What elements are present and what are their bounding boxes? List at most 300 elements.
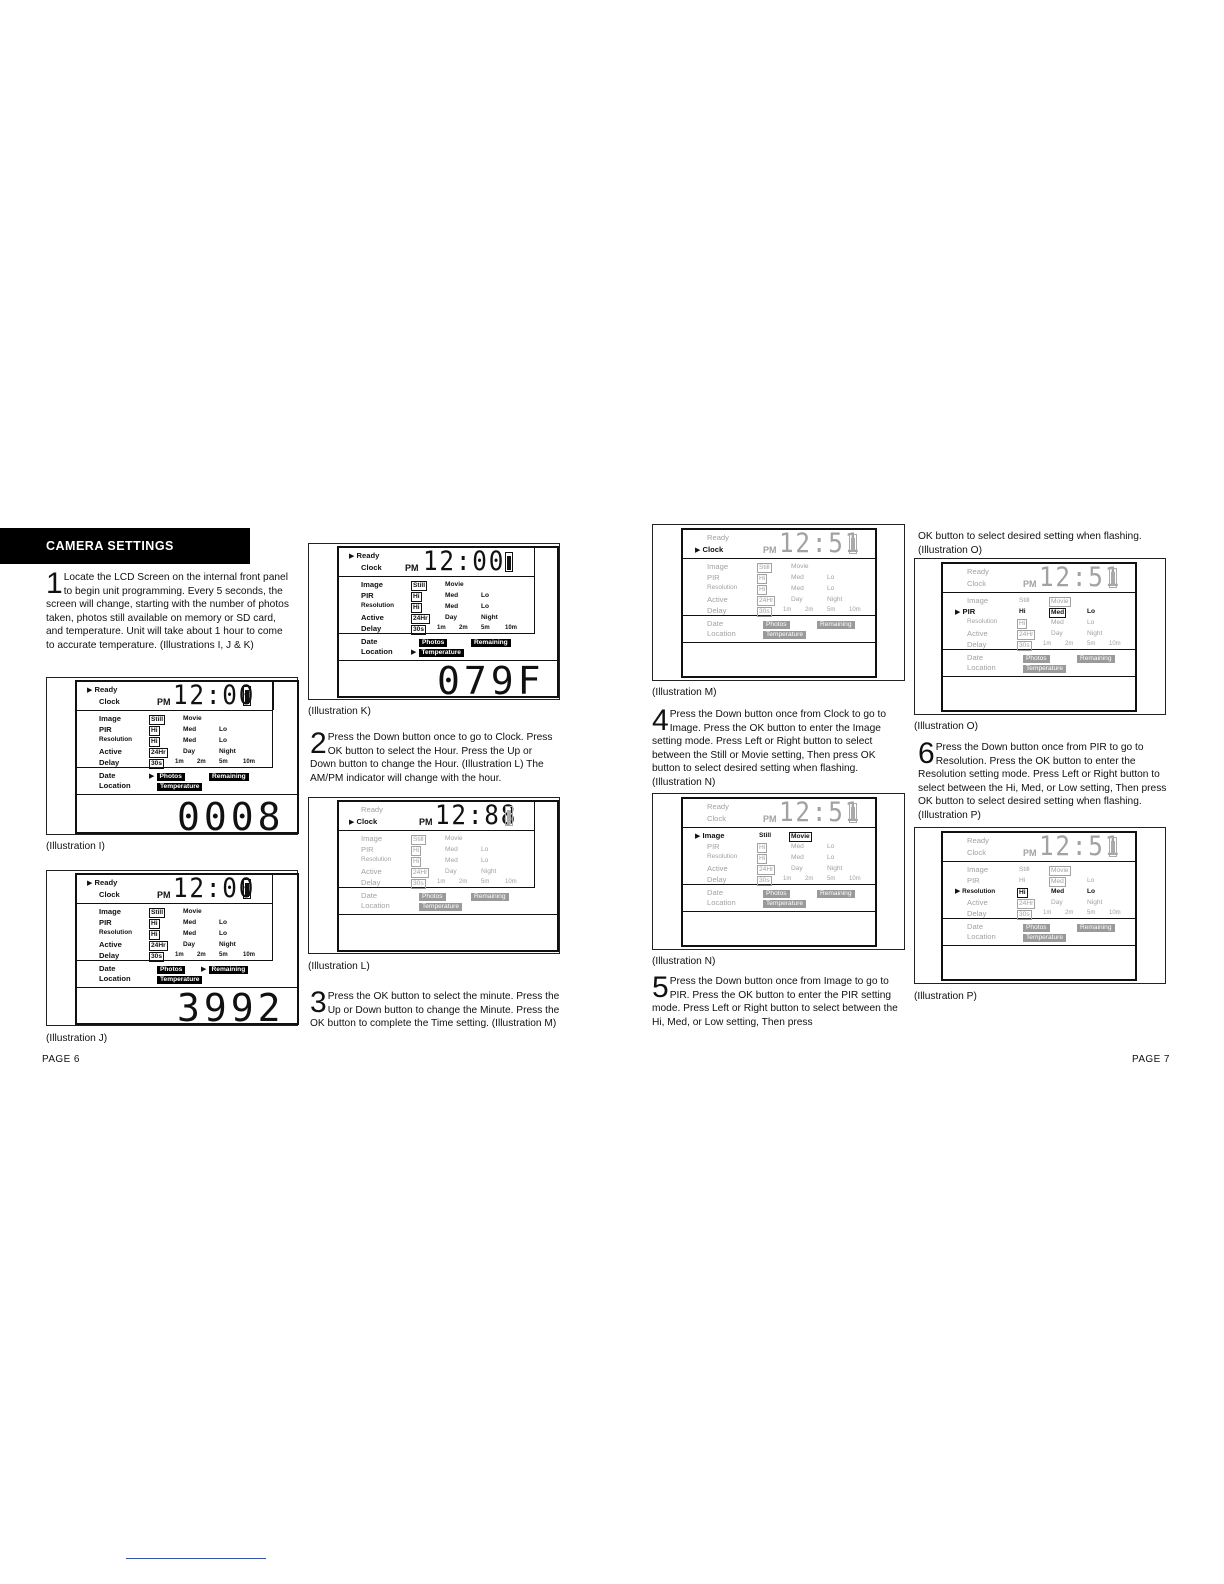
temperature-tag: Temperature — [763, 900, 806, 908]
date-label: Date — [361, 891, 378, 900]
divider-line — [126, 1558, 266, 1559]
day-option: Day — [445, 868, 457, 875]
hi-option: Hi — [759, 855, 766, 862]
step-text: Press the Down button once to go to Clock. Press OK button to select the Hour. Press the Up or Down button to change the Hour. (Illustration L) The AM/PM indicator will change with the hour. — [310, 732, 553, 784]
lcd-screen — [75, 680, 299, 839]
battery-icon — [849, 803, 857, 823]
5m-option: 5m — [481, 625, 490, 631]
1m-option: 1m — [175, 952, 184, 958]
night-option: Night — [219, 748, 236, 755]
resolution-label: Resolution — [962, 888, 996, 895]
lo-option: Lo — [219, 737, 228, 744]
battery-icon — [505, 552, 513, 572]
still-option: Still — [413, 582, 426, 589]
triangle-right-icon: ▶ — [149, 773, 155, 780]
caption-i: (Illustration I) — [46, 841, 105, 852]
time-display: 12:00 — [423, 546, 506, 577]
med-option: Med — [445, 592, 459, 599]
30s-option: 30s — [759, 608, 770, 615]
lo-option: Lo — [1087, 619, 1095, 626]
movie-option: Movie — [791, 833, 810, 840]
active-label: Active — [967, 898, 988, 907]
ready-label: Ready — [361, 805, 383, 814]
lo-option: Lo — [481, 592, 490, 599]
active-label: Active — [99, 747, 122, 756]
pir-label: PIR — [99, 918, 112, 927]
lo-option: Lo — [481, 857, 489, 864]
5m-option: 5m — [827, 607, 836, 613]
illustration-j-frame — [46, 870, 298, 1030]
1m-option: 1m — [175, 759, 184, 765]
hi-option: Hi — [151, 920, 158, 927]
clock-label: Clock — [702, 545, 724, 554]
pm-indicator: PM — [763, 545, 777, 555]
day-option: Day — [183, 748, 196, 755]
ready-label: Ready — [967, 836, 989, 845]
med-option: Med — [791, 574, 804, 581]
battery-icon — [505, 806, 513, 826]
image-label: Image — [702, 831, 725, 840]
night-option: Night — [827, 865, 843, 872]
illustration-i-frame — [46, 677, 298, 839]
location-label: Location — [707, 629, 736, 638]
delay-label: Delay — [361, 878, 381, 887]
location-label: Location — [99, 781, 131, 790]
1m-option: 1m — [783, 876, 792, 882]
30s-option: 30s — [1019, 911, 1030, 918]
med-option: Med — [791, 854, 804, 861]
temperature-tag: Temperature — [157, 783, 202, 791]
1m-option: 1m — [437, 625, 446, 631]
page-number-left: PAGE 6 — [42, 1054, 80, 1065]
lcd-screen — [681, 797, 877, 947]
lo-option: Lo — [827, 854, 835, 861]
image-label: Image — [99, 907, 121, 916]
clock-label: Clock — [356, 817, 378, 826]
10m-option: 10m — [849, 607, 861, 613]
resolution-label: Resolution — [707, 584, 738, 591]
image-label: Image — [99, 714, 121, 723]
caption-o: (Illustration O) — [914, 721, 978, 732]
night-option: Night — [827, 596, 843, 603]
photos-tag: Photos — [1023, 655, 1050, 663]
hi-option: Hi — [413, 847, 420, 854]
lo-option: Lo — [219, 726, 228, 733]
remaining-tag: Remaining — [1077, 655, 1115, 663]
movie-option: Movie — [1051, 598, 1069, 605]
delay-label: Delay — [361, 624, 382, 633]
2m-option: 2m — [1065, 910, 1074, 916]
resolution-label: Resolution — [967, 618, 998, 625]
triangle-right-icon: ▶ — [695, 833, 701, 840]
med-option: Med — [183, 919, 197, 926]
temperature-tag: Temperature — [763, 631, 806, 639]
still-option: Still — [413, 836, 424, 843]
time-display: 12:51 — [779, 528, 862, 559]
lo-option: Lo — [481, 846, 489, 853]
step-number: 3 — [310, 986, 327, 1019]
step-6 — [918, 737, 1168, 823]
date-label: Date — [967, 653, 984, 662]
time-display: 12:51 — [779, 797, 862, 828]
med-option: Med — [183, 930, 197, 937]
1m-option: 1m — [1043, 641, 1052, 647]
step-4 — [652, 704, 904, 790]
remaining-tag: Remaining — [209, 773, 249, 781]
hi-option: Hi — [151, 931, 158, 938]
pir-label: PIR — [967, 876, 980, 885]
date-label: Date — [707, 888, 724, 897]
10m-option: 10m — [849, 876, 861, 882]
step-2 — [310, 727, 558, 785]
caption-j: (Illustration J) — [46, 1033, 108, 1044]
pm-indicator: PM — [763, 814, 777, 824]
10m-option: 10m — [243, 952, 256, 958]
lcd-screen — [941, 562, 1137, 712]
triangle-right-icon: ▶ — [87, 687, 93, 694]
caption-k: (Illustration K) — [308, 706, 371, 717]
photos-tag: Photos — [419, 893, 446, 901]
pm-indicator: PM — [157, 697, 171, 707]
10m-option: 10m — [1109, 641, 1121, 647]
remaining-tag: Remaining — [817, 621, 855, 629]
med-option: Med — [1051, 619, 1064, 626]
active-label: Active — [361, 867, 382, 876]
pir-label: PIR — [707, 842, 720, 851]
triangle-right-icon: ▶ — [87, 880, 93, 887]
pm-indicator: PM — [419, 817, 433, 827]
resolution-label: Resolution — [707, 853, 738, 860]
image-label: Image — [361, 580, 383, 589]
photos-tag: Photos — [763, 890, 790, 898]
10m-option: 10m — [505, 625, 518, 631]
active-label: Active — [967, 629, 988, 638]
2m-option: 2m — [459, 625, 468, 631]
hi-option: Hi — [413, 858, 420, 865]
step-text: Locate the LCD Screen on the internal front panel to begin unit programming. Every 5 seconds, the screen will change, starting with the number of photos taken, photos still available on memory or SD card, and temperature. Unit will take about 1 hour to come to accurate temperature. (Illustrations I, J & K) — [46, 572, 289, 651]
illustration-p-frame — [914, 827, 1166, 984]
day-option: Day — [1051, 899, 1063, 906]
hi-option: Hi — [151, 738, 158, 745]
temperature-tag: Temperature — [1023, 665, 1066, 673]
active-label: Active — [707, 864, 728, 873]
night-option: Night — [1087, 630, 1103, 637]
movie-option: Movie — [183, 715, 202, 722]
step-5 — [652, 971, 904, 1029]
movie-option: Movie — [183, 908, 202, 915]
photos-tag: Photos — [763, 621, 790, 629]
2m-option: 2m — [805, 876, 814, 882]
5m-option: 5m — [219, 952, 228, 958]
24hr-option: 24Hr — [151, 942, 166, 949]
resolution-label: Resolution — [99, 929, 133, 936]
still-option: Still — [1019, 866, 1030, 873]
ready-label: Ready — [967, 567, 989, 576]
lo-option: Lo — [1087, 877, 1095, 884]
resolution-label: Resolution — [361, 856, 392, 863]
hi-option: Hi — [413, 593, 420, 600]
hi-option: Hi — [1019, 620, 1026, 627]
image-label: Image — [967, 596, 989, 605]
time-display: 12:51 — [1039, 831, 1122, 862]
night-option: Night — [1087, 899, 1103, 906]
24hr-option: 24Hr — [1019, 900, 1034, 907]
30s-option: 30s — [759, 877, 770, 884]
date-label: Date — [707, 619, 724, 628]
lo-option: Lo — [481, 603, 490, 610]
clock-label: Clock — [707, 814, 726, 823]
lcd-screen — [681, 528, 877, 678]
delay-label: Delay — [967, 909, 987, 918]
battery-icon — [243, 686, 251, 706]
triangle-right-icon: ▶ — [955, 888, 961, 895]
temperature-tag: Temperature — [419, 649, 464, 657]
24hr-option: 24Hr — [151, 749, 166, 756]
med-option: Med — [445, 846, 458, 853]
24hr-option: 24Hr — [759, 866, 774, 873]
triangle-right-icon: ▶ — [201, 966, 207, 973]
day-option: Day — [183, 941, 196, 948]
triangle-right-icon: ▶ — [349, 819, 355, 826]
ready-label: Ready — [707, 802, 729, 811]
ready-label: Ready — [94, 685, 118, 694]
30s-option: 30s — [151, 760, 163, 767]
pir-label: PIR — [962, 607, 976, 616]
temperature-tag: Temperature — [419, 903, 462, 911]
movie-option: Movie — [445, 581, 464, 588]
24hr-option: 24Hr — [1019, 631, 1034, 638]
10m-option: 10m — [1109, 910, 1121, 916]
readout-display: 0008 — [177, 795, 285, 839]
active-label: Active — [707, 595, 728, 604]
step-text: Press the Down button once from PIR to go to Resolution. Press the OK button to enter the Resolution setting mode. Press Left or Right button to select between the Hi, Med, or Low setting, Then press OK button to select desired setting when flashing. (Illustration P) — [918, 742, 1167, 821]
location-label: Location — [967, 932, 996, 941]
night-option: Night — [219, 941, 236, 948]
10m-option: 10m — [505, 879, 517, 885]
battery-icon — [1109, 837, 1117, 857]
pir-label: PIR — [99, 725, 112, 734]
24hr-option: 24Hr — [413, 869, 428, 876]
pir-label: PIR — [361, 591, 374, 600]
date-label: Date — [361, 637, 378, 646]
photos-tag: Photos — [419, 639, 447, 647]
temperature-tag: Temperature — [157, 976, 202, 984]
night-option: Night — [481, 868, 497, 875]
step-text: Press the Down button once from Clock to go to Image. Press the OK button to enter the Image setting mode. Press Left or Right button to select between the Still or Movie setting, Then press OK button to select desired setting when flashing. (Illustration N) — [652, 709, 886, 788]
step-3 — [310, 986, 560, 1031]
step-number: 5 — [652, 971, 669, 1004]
5m-option: 5m — [1087, 641, 1096, 647]
ready-label: Ready — [94, 878, 118, 887]
readout-display: 079F — [437, 659, 545, 703]
1m-option: 1m — [437, 879, 446, 885]
2m-option: 2m — [459, 879, 468, 885]
lo-option: Lo — [827, 574, 835, 581]
med-option: Med — [183, 737, 197, 744]
triangle-right-icon: ▶ — [411, 649, 417, 656]
clock-label: Clock — [361, 563, 382, 572]
med-option: Med — [791, 843, 804, 850]
resolution-label: Resolution — [361, 602, 395, 609]
step-5-continued: OK button to select desired setting when flashing. (Illustration O) — [918, 531, 1142, 556]
illustration-m-frame — [652, 524, 905, 681]
24hr-option: 24Hr — [413, 615, 428, 622]
active-label: Active — [361, 613, 384, 622]
30s-option: 30s — [151, 953, 163, 960]
date-label: Date — [99, 771, 116, 780]
temperature-tag: Temperature — [1023, 934, 1066, 942]
med-option: Med — [1051, 888, 1065, 895]
date-label: Date — [967, 922, 984, 931]
location-label: Location — [99, 974, 131, 983]
hi-option: Hi — [1019, 608, 1026, 615]
still-option: Still — [1019, 597, 1030, 604]
2m-option: 2m — [805, 607, 814, 613]
ready-label: Ready — [707, 533, 729, 542]
image-label: Image — [707, 562, 729, 571]
time-display: 12:88 — [435, 800, 518, 831]
2m-option: 2m — [197, 952, 206, 958]
location-label: Location — [361, 901, 390, 910]
still-option: Still — [151, 909, 164, 916]
step-number: 1 — [46, 567, 63, 600]
caption-m: (Illustration M) — [652, 687, 717, 698]
battery-icon — [1109, 568, 1117, 588]
battery-icon — [849, 534, 857, 554]
5m-option: 5m — [219, 759, 228, 765]
hi-option: Hi — [759, 575, 766, 582]
location-label: Location — [967, 663, 996, 672]
day-option: Day — [445, 614, 458, 621]
lo-option: Lo — [827, 843, 835, 850]
step-number: 6 — [918, 737, 935, 770]
photos-tag: Photos — [157, 966, 185, 974]
med-option: Med — [445, 857, 458, 864]
still-option: Still — [151, 716, 164, 723]
caption-n: (Illustration N) — [652, 956, 716, 967]
step-1 — [46, 567, 294, 653]
5m-option: 5m — [1087, 910, 1096, 916]
30s-option: 30s — [413, 626, 425, 633]
hi-option: Hi — [759, 844, 766, 851]
caption-l: (Illustration L) — [308, 961, 370, 972]
illustration-o-frame — [914, 558, 1166, 715]
lo-option: Lo — [219, 919, 228, 926]
still-option: Still — [759, 564, 770, 571]
med-option: Med — [183, 726, 197, 733]
illustration-k-frame — [308, 543, 560, 703]
clock-label: Clock — [99, 697, 120, 706]
night-option: Night — [481, 614, 498, 621]
1m-option: 1m — [1043, 910, 1052, 916]
lcd-screen — [941, 831, 1137, 981]
remaining-tag: Remaining — [1077, 924, 1115, 932]
step-text: Press the Down button once from Image to go to PIR. Press the OK button to enter the PIR setting mode. Press Left or Right button to select between the Hi, Med, or Low setting, Then press — [652, 976, 898, 1028]
readout-display: 3992 — [177, 986, 285, 1030]
time-display: 12:51 — [1039, 562, 1122, 593]
time-display: 12:00 — [173, 680, 256, 711]
hi-option: Hi — [759, 586, 766, 593]
pm-indicator: PM — [157, 890, 171, 900]
movie-option: Movie — [1051, 867, 1069, 874]
1m-option: 1m — [783, 607, 792, 613]
clock-label: Clock — [967, 848, 986, 857]
triangle-right-icon: ▶ — [349, 553, 355, 560]
illustration-l-frame — [308, 797, 560, 954]
clock-label: Clock — [967, 579, 986, 588]
battery-icon — [243, 879, 251, 899]
illustration-n-frame — [652, 793, 905, 950]
day-option: Day — [791, 865, 803, 872]
section-title: CAMERA SETTINGS — [0, 528, 250, 564]
hi-option: Hi — [151, 727, 158, 734]
photos-tag: Photos — [157, 773, 185, 781]
30s-option: 30s — [413, 880, 424, 887]
caption-p: (Illustration P) — [914, 991, 977, 1002]
pir-label: PIR — [707, 573, 720, 582]
hi-option: Hi — [1019, 889, 1026, 896]
delay-label: Delay — [707, 875, 727, 884]
photos-tag: Photos — [1023, 924, 1050, 932]
5m-option: 5m — [827, 876, 836, 882]
hi-option: Hi — [413, 604, 420, 611]
med-option: Med — [445, 603, 459, 610]
lo-option: Lo — [827, 585, 835, 592]
10m-option: 10m — [243, 759, 256, 765]
pm-indicator: PM — [1023, 579, 1037, 589]
active-label: Active — [99, 940, 122, 949]
lcd-screen — [337, 546, 559, 703]
triangle-right-icon: ▶ — [955, 609, 961, 616]
lcd-screen — [75, 873, 299, 1030]
med-option: Med — [1051, 878, 1064, 885]
image-label: Image — [967, 865, 989, 874]
remaining-tag: Remaining — [209, 966, 249, 974]
lo-option: Lo — [1087, 888, 1096, 895]
delay-label: Delay — [707, 606, 727, 615]
delay-label: Delay — [99, 951, 120, 960]
movie-option: Movie — [445, 835, 463, 842]
ready-label: Ready — [356, 551, 380, 560]
2m-option: 2m — [197, 759, 206, 765]
clock-label: Clock — [99, 890, 120, 899]
step-number: 2 — [310, 727, 327, 760]
2m-option: 2m — [1065, 641, 1074, 647]
30s-option: 30s — [1019, 642, 1030, 649]
pm-indicator: PM — [405, 563, 419, 573]
lo-option: Lo — [1087, 608, 1096, 615]
day-option: Day — [1051, 630, 1063, 637]
remaining-tag: Remaining — [471, 639, 511, 647]
hi-option: Hi — [1019, 877, 1026, 884]
step-number: 4 — [652, 704, 669, 737]
pm-indicator: PM — [1023, 848, 1037, 858]
time-display: 12:00 — [173, 873, 256, 904]
lcd-screen — [337, 800, 559, 952]
delay-label: Delay — [99, 758, 120, 767]
movie-option: Movie — [791, 563, 809, 570]
lo-option: Lo — [219, 930, 228, 937]
5m-option: 5m — [481, 879, 490, 885]
delay-label: Delay — [967, 640, 987, 649]
image-label: Image — [361, 834, 383, 843]
remaining-tag: Remaining — [817, 890, 855, 898]
still-option: Still — [759, 832, 772, 839]
triangle-right-icon: ▶ — [695, 547, 701, 554]
step-text: Press the OK button to select the minute. Press the Up or Down button to change the Minute. Press the OK button to complete the Time setting. (Illustration M) — [310, 991, 560, 1030]
24hr-option: 24Hr — [759, 597, 774, 604]
remaining-tag: Remaining — [471, 893, 509, 901]
